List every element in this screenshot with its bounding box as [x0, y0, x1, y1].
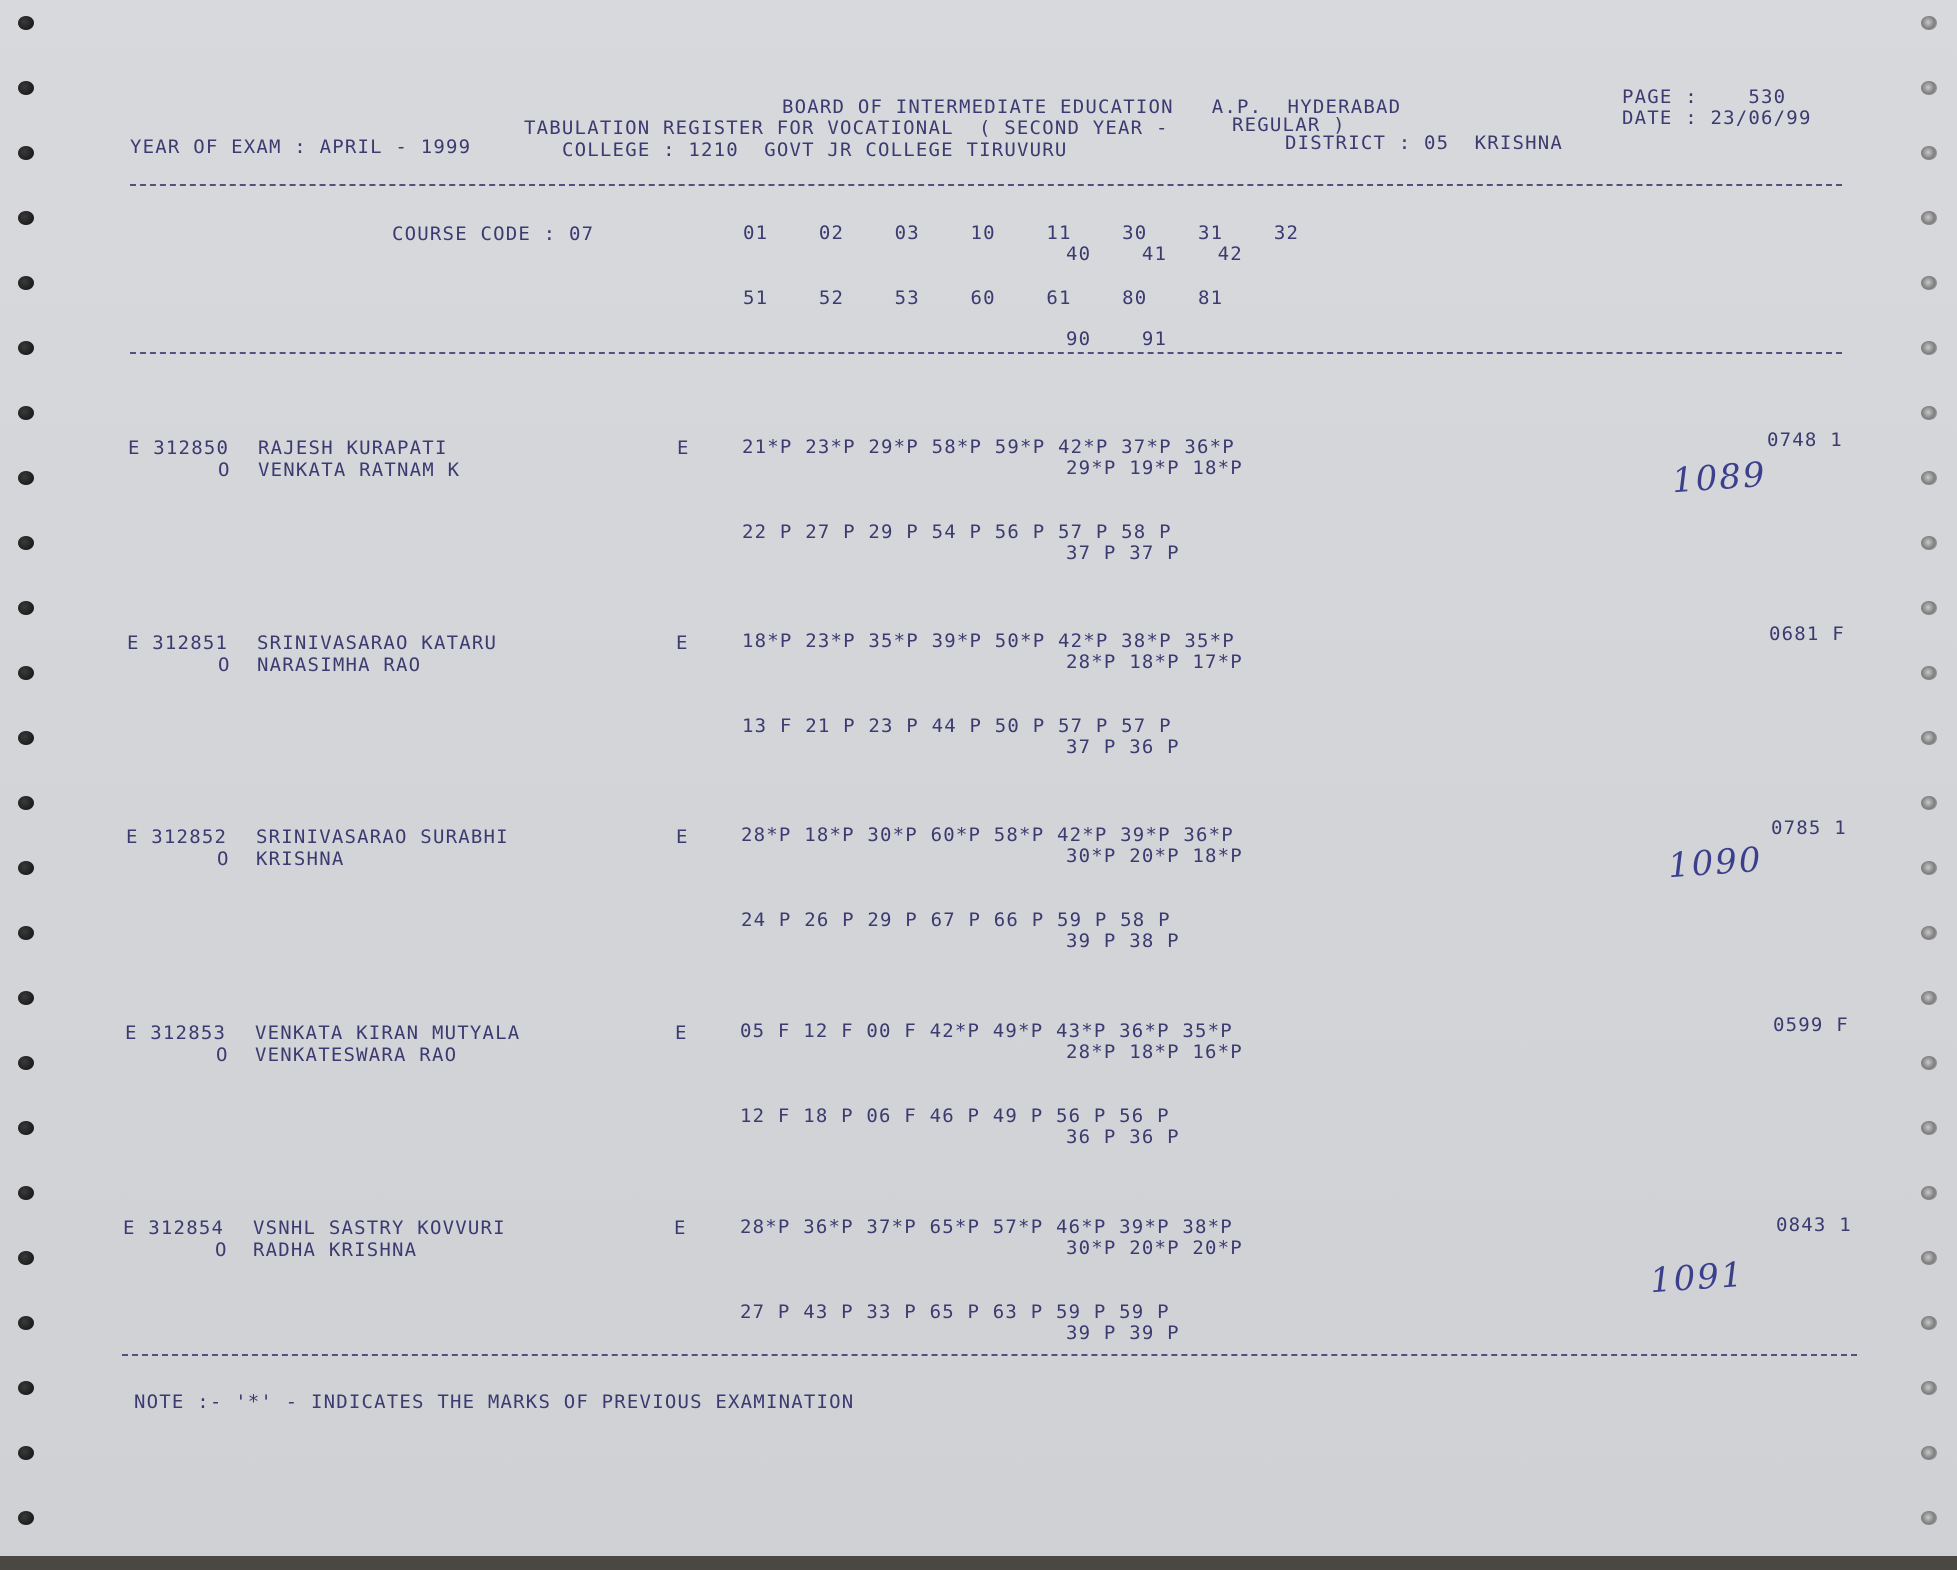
- subject-codes-row1b: 40 41 42: [1066, 243, 1243, 265]
- student-name: RAJESH KURAPATI: [258, 437, 448, 459]
- feed-hole: [1921, 601, 1937, 615]
- footer-rule: [122, 1354, 1857, 1356]
- marks-previous-cont: 29*P 19*P 18*P: [1066, 457, 1243, 479]
- marks-previous-cont: 28*P 18*P 17*P: [1066, 651, 1243, 673]
- feed-hole: [18, 471, 34, 485]
- parent-prefix: O: [218, 654, 231, 676]
- student-name: VSNHL SASTRY KOVVURI: [253, 1217, 506, 1239]
- feed-hole: [18, 341, 34, 355]
- college-info: COLLEGE : 1210 GOVT JR COLLEGE TIRUVURU: [562, 139, 1068, 161]
- feed-hole: [18, 601, 34, 615]
- feed-hole: [18, 731, 34, 745]
- feed-hole: [1921, 926, 1937, 940]
- feed-hole: [18, 861, 34, 875]
- feed-hole: [1921, 211, 1937, 225]
- feed-hole: [18, 1186, 34, 1200]
- medium: E: [677, 437, 690, 459]
- feed-hole: [18, 211, 34, 225]
- marks-current: 22 P 27 P 29 P 54 P 56 P 57 P 58 P: [742, 521, 1172, 543]
- regular-label: REGULAR ): [1232, 114, 1346, 136]
- marks-previous-cont: 30*P 20*P 20*P: [1066, 1237, 1243, 1259]
- sheet-bottom-edge: [0, 1556, 1957, 1570]
- feed-hole: [1921, 16, 1937, 30]
- print-date: DATE : 23/06/99: [1622, 107, 1812, 129]
- student-id: E 312850: [128, 437, 230, 459]
- total-result: 0748 1: [1767, 429, 1843, 451]
- student-id: E 312851: [127, 632, 229, 654]
- parent-name: KRISHNA: [256, 848, 345, 870]
- total-result: 0681 F: [1769, 623, 1845, 645]
- feed-hole: [1921, 731, 1937, 745]
- feed-hole: [1921, 1121, 1937, 1135]
- marks-current-cont: 37 P 37 P: [1066, 542, 1180, 564]
- feed-hole: [1921, 471, 1937, 485]
- course-code-label: COURSE CODE : 07: [392, 223, 595, 245]
- student-name: SRINIVASARAO SURABHI: [256, 826, 509, 848]
- feed-hole: [1921, 991, 1937, 1005]
- feed-hole: [18, 1446, 34, 1460]
- handwritten-number: 1090: [1666, 839, 1764, 887]
- marks-current-cont: 37 P 36 P: [1066, 736, 1180, 758]
- marks-current-cont: 36 P 36 P: [1066, 1126, 1180, 1148]
- total-result: 0843 1: [1776, 1214, 1852, 1236]
- page-number: PAGE : 530: [1622, 86, 1787, 108]
- marks-current-cont: 39 P 39 P: [1066, 1322, 1180, 1344]
- tractor-feed-strip-right: [1913, 0, 1957, 1556]
- marks-previous: 18*P 23*P 35*P 39*P 50*P 42*P 38*P 35*P: [742, 630, 1235, 652]
- parent-prefix: O: [218, 459, 231, 481]
- parent-prefix: O: [216, 1044, 229, 1066]
- medium: E: [674, 1217, 687, 1239]
- marks-current: 12 F 18 P 06 F 46 P 49 P 56 P 56 P: [740, 1105, 1170, 1127]
- medium: E: [676, 632, 689, 654]
- marks-current-cont: 39 P 38 P: [1066, 930, 1180, 952]
- board-title: BOARD OF INTERMEDIATE EDUCATION A.P. HYDERABAD: [782, 96, 1402, 118]
- feed-hole: [1921, 1381, 1937, 1395]
- total-result: 0785 1: [1771, 817, 1847, 839]
- feed-hole: [1921, 1316, 1937, 1330]
- feed-hole: [18, 406, 34, 420]
- medium: E: [675, 1022, 688, 1044]
- note: NOTE :- '*' - INDICATES THE MARKS OF PREVIOUS EXAMINATION: [134, 1391, 855, 1413]
- marks-previous-cont: 30*P 20*P 18*P: [1066, 845, 1243, 867]
- medium: E: [676, 826, 689, 848]
- feed-hole: [18, 146, 34, 160]
- feed-hole: [1921, 796, 1937, 810]
- feed-hole: [1921, 1446, 1937, 1460]
- feed-hole: [18, 81, 34, 95]
- district-info: DISTRICT : 05 KRISHNA: [1285, 132, 1564, 154]
- feed-hole: [1921, 1511, 1937, 1525]
- year-of-exam: YEAR OF EXAM : APRIL - 1999: [130, 136, 472, 158]
- feed-hole: [1921, 861, 1937, 875]
- feed-hole: [18, 1121, 34, 1135]
- parent-name: NARASIMHA RAO: [257, 654, 422, 676]
- student-name: VENKATA KIRAN MUTYALA: [255, 1022, 521, 1044]
- feed-hole: [1921, 1186, 1937, 1200]
- feed-hole: [18, 1381, 34, 1395]
- subject-codes-row3: 90 91: [1066, 328, 1168, 350]
- marks-current: 13 F 21 P 23 P 44 P 50 P 57 P 57 P: [742, 715, 1172, 737]
- marks-previous: 28*P 36*P 37*P 65*P 57*P 46*P 39*P 38*P: [740, 1216, 1233, 1238]
- student-id: E 312853: [125, 1022, 227, 1044]
- feed-hole: [1921, 1251, 1937, 1265]
- feed-hole: [18, 1056, 34, 1070]
- parent-prefix: O: [215, 1239, 228, 1261]
- marks-previous: 21*P 23*P 29*P 58*P 59*P 42*P 37*P 36*P: [742, 436, 1235, 458]
- feed-hole: [1921, 81, 1937, 95]
- feed-hole: [18, 1316, 34, 1330]
- marks-current: 27 P 43 P 33 P 65 P 63 P 59 P 59 P: [740, 1301, 1170, 1323]
- tractor-feed-strip-left: [0, 0, 44, 1556]
- course-rule: [130, 352, 1842, 354]
- feed-hole: [1921, 666, 1937, 680]
- parent-name: RADHA KRISHNA: [253, 1239, 418, 1261]
- handwritten-number: 1089: [1670, 454, 1768, 502]
- feed-hole: [18, 666, 34, 680]
- feed-hole: [18, 991, 34, 1005]
- subject-codes-row2: 51 52 53 60 61 80 81: [743, 287, 1224, 309]
- header-rule: [130, 184, 1842, 186]
- feed-hole: [18, 536, 34, 550]
- feed-hole: [18, 276, 34, 290]
- feed-hole: [1921, 406, 1937, 420]
- marks-previous-cont: 28*P 18*P 16*P: [1066, 1041, 1243, 1063]
- marks-current: 24 P 26 P 29 P 67 P 66 P 59 P 58 P: [741, 909, 1171, 931]
- parent-prefix: O: [217, 848, 230, 870]
- feed-hole: [18, 796, 34, 810]
- feed-hole: [1921, 1056, 1937, 1070]
- register-title: TABULATION REGISTER FOR VOCATIONAL ( SECOND YEAR -: [524, 117, 1169, 139]
- subject-codes-row1: 01 02 03 10 11 30 31 32: [743, 222, 1300, 244]
- student-id: E 312852: [126, 826, 228, 848]
- student-id: E 312854: [123, 1217, 225, 1239]
- feed-hole: [1921, 536, 1937, 550]
- student-name: SRINIVASARAO KATARU: [257, 632, 498, 654]
- parent-name: VENKATA RATNAM K: [258, 459, 461, 481]
- parent-name: VENKATESWARA RAO: [255, 1044, 458, 1066]
- feed-hole: [1921, 341, 1937, 355]
- feed-hole: [1921, 146, 1937, 160]
- handwritten-number: 1091: [1648, 1254, 1746, 1302]
- marks-previous: 28*P 18*P 30*P 60*P 58*P 42*P 39*P 36*P: [741, 824, 1234, 846]
- feed-hole: [18, 1251, 34, 1265]
- feed-hole: [18, 1511, 34, 1525]
- marks-previous: 05 F 12 F 00 F 42*P 49*P 43*P 36*P 35*P: [740, 1020, 1233, 1042]
- feed-hole: [1921, 276, 1937, 290]
- feed-hole: [18, 926, 34, 940]
- feed-hole: [18, 16, 34, 30]
- total-result: 0599 F: [1773, 1014, 1849, 1036]
